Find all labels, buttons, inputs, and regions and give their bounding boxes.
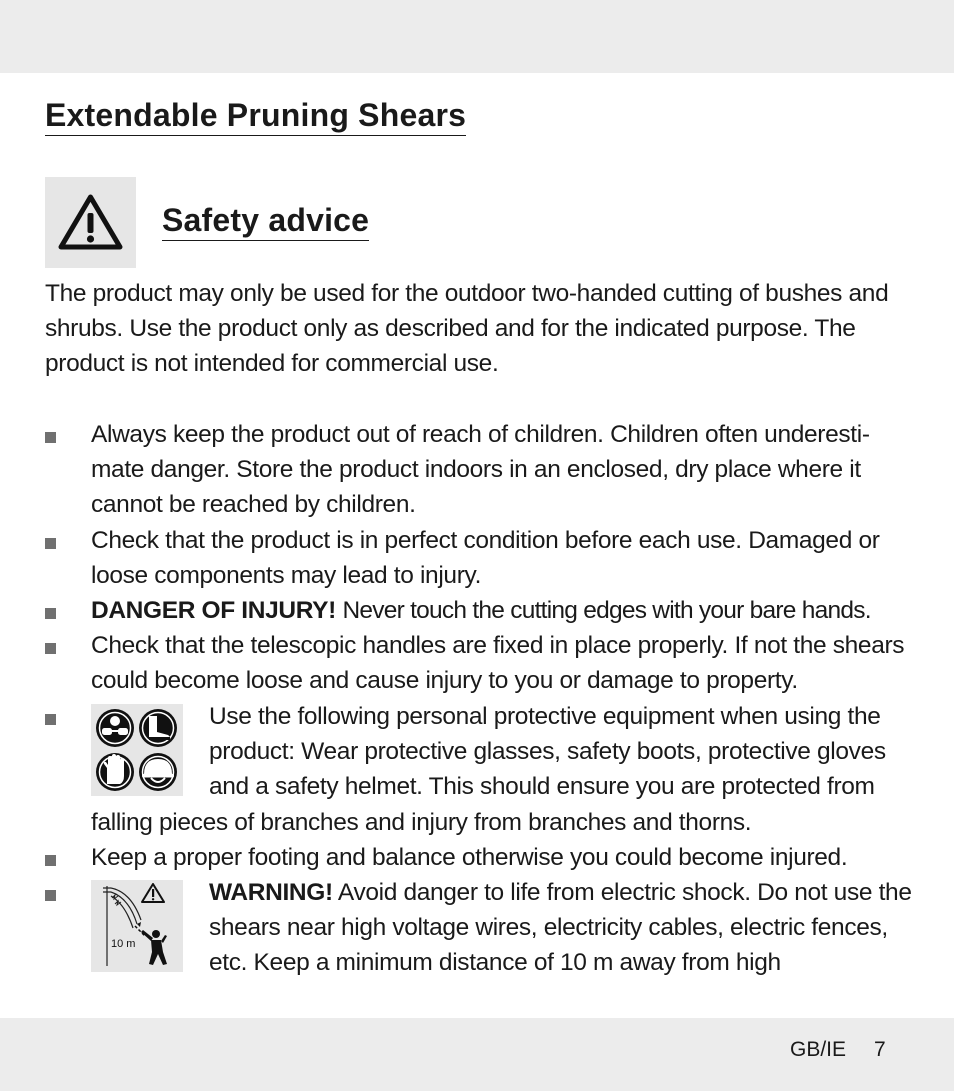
list-item: Use the following personal protective equipment when using the product: Wear protective glasses, safety boots, protective gloves and a safety helmet. This should ensure you are protected from <box>209 703 886 800</box>
ppe-pictogram <box>91 704 183 796</box>
bullet-marker <box>45 888 59 902</box>
list-item <box>209 875 919 980</box>
warning-text: Avoid danger to life from electric shock. Do not use the shears near high voltage wires, electricity cables, electric fences, etc. Keep a minimum distance of 10 m away from high <box>209 879 912 976</box>
safety-boots-icon <box>139 709 177 747</box>
header-band <box>0 0 954 73</box>
bullet-marker <box>45 712 59 726</box>
electric-shock-distance-icon <box>91 880 183 972</box>
safety-glasses-icon <box>96 709 134 747</box>
warning-icon-box <box>45 177 136 268</box>
warning-triangle-icon <box>57 193 124 251</box>
bullet-marker <box>45 606 59 620</box>
list-item: Always keep the product out of reach of children. Children often underesti-mate danger. Store the product indoors in an enclosed, dry place where it cannot be reached by children. <box>91 421 870 518</box>
bullet-marker <box>45 853 59 867</box>
distance-label: 10 m <box>111 938 136 950</box>
list-item <box>91 593 921 628</box>
danger-text: Never touch the cutting edges with your bare hands. <box>342 597 871 624</box>
page-number: 7 <box>874 1038 886 1061</box>
protective-gloves-icon <box>96 753 134 791</box>
bullet-marker <box>45 430 59 444</box>
bullet-marker <box>45 641 59 655</box>
list-item: Keep a proper footing and balance otherwise you could become injured. <box>91 844 848 871</box>
list-item-continued: falling pieces of branches and injury from branches and thorns. <box>91 809 752 836</box>
footer-language: GB/IE <box>790 1038 847 1061</box>
page-title: Extendable Pruning Shears <box>45 95 466 136</box>
section-title: Safety advice <box>162 200 369 241</box>
bullet-marker <box>45 536 59 550</box>
warning-triangle-icon <box>142 884 164 902</box>
safety-helmet-icon <box>139 753 177 791</box>
list-item: Check that the telescopic handles are fixed in place properly. If not the shears could become loose and cause injury to you or damage to property. <box>91 632 905 694</box>
intro-paragraph: The product may only be used for the outdoor two-handed cutting of bushes and shrubs. Use the product only as described and for the indicated purpose. The product is not intended for commercial use. <box>45 280 889 377</box>
danger-label: DANGER OF INJURY! <box>91 597 336 624</box>
warning-label: WARNING! <box>209 879 333 906</box>
person-with-pruner-icon <box>141 930 167 965</box>
list-item: Check that the product is in perfect condition before each use. Damaged or loose components may lead to injury. <box>91 527 880 589</box>
